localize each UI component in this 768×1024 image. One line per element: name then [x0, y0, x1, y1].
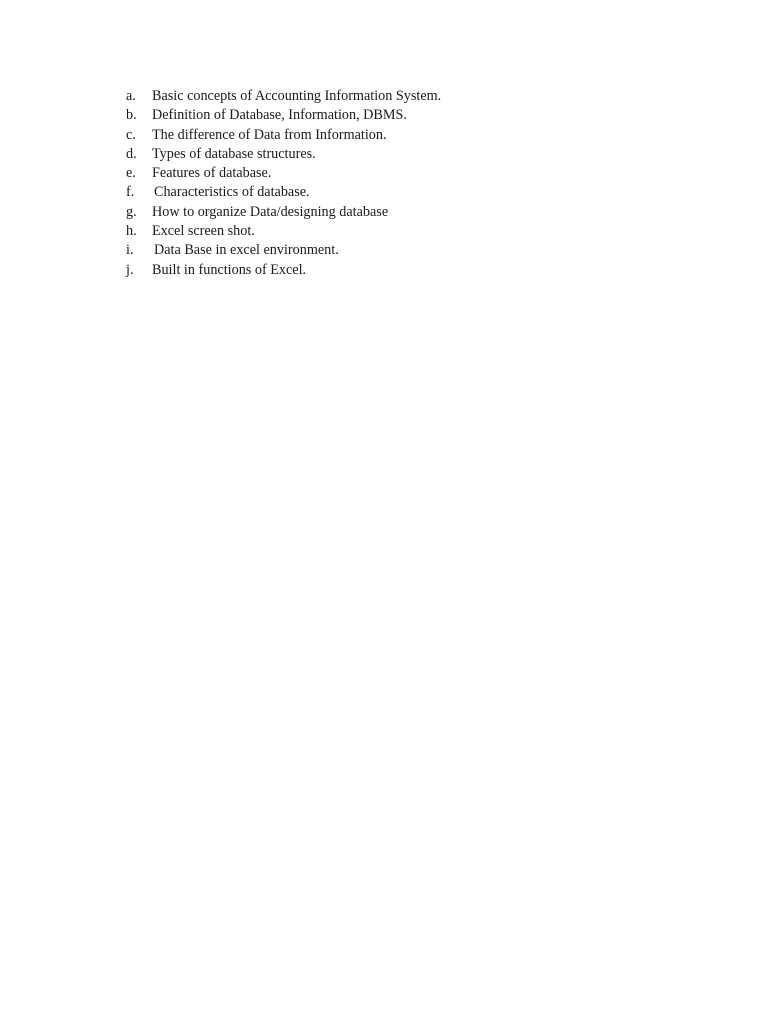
list-item-text: Basic concepts of Accounting Information System. [152, 88, 442, 104]
list-item-text: How to organize Data/designing database [152, 203, 389, 220]
list-item-letter: d. [126, 145, 137, 162]
list-item-letter: e. [126, 165, 136, 182]
list-item-letter: i. [126, 242, 134, 259]
list-item-letter: a. [126, 88, 136, 104]
list-item-letter: c. [126, 126, 136, 143]
list-item-text: Types of database structures. [152, 145, 316, 162]
list-item-text: Built in functions of Excel. [152, 261, 307, 278]
list-item-text: The difference of Data from Information. [152, 126, 387, 143]
list-item-text: Data Base in excel environment. [154, 242, 339, 259]
list-item-text: Characteristics of database. [154, 184, 310, 201]
list-item-text: Definition of Database, Information, DBMS. [152, 107, 407, 124]
list-item-letter: h. [126, 223, 137, 240]
list-item-letter: f. [126, 184, 135, 201]
list-item-letter: b. [126, 107, 137, 124]
list-item-text: Features of database. [152, 165, 272, 182]
list-item-letter: j. [126, 261, 134, 278]
list-item-letter: g. [126, 203, 137, 220]
list-item-text: Excel screen shot. [152, 223, 255, 240]
